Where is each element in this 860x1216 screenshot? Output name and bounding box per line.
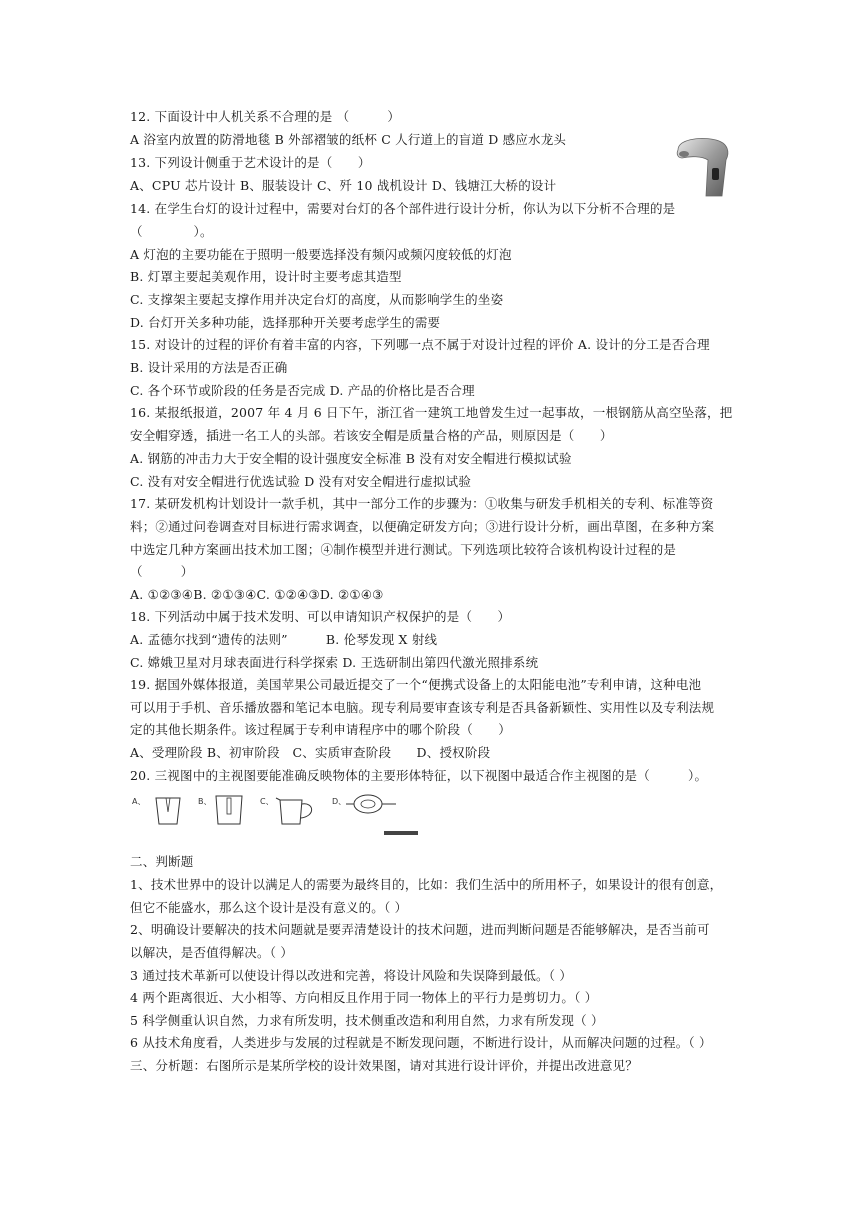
text-line: B. 设计采用的方法是否正确 — [130, 360, 288, 375]
text-line: A. 钢筋的冲击力大于安全帽的设计强度安全标准 B 没有对安全帽进行模拟试验 — [130, 451, 572, 466]
text-line: 以解决，是否值得解决。（ ） — [130, 945, 294, 960]
text-line: 17. 某研发机构计划设计一款手机，其中一部分工作的步骤为：①收集与研发手机相关的专利、标准等资 — [130, 496, 714, 511]
text-line: C. 没有对安全帽进行优选试验 D 没有对安全帽进行虚拟试验 — [130, 474, 472, 489]
text-line: C. 支撑架主要起支撑作用并决定台灯的高度，从而影响学生的坐姿 — [130, 292, 504, 307]
text-line: 15. 对设计的过程的评价有着丰富的内容，下列哪一点不属于对设计过程的评价 A. 设计的分工是否合理 — [130, 337, 710, 352]
text-line: 料；②通过问卷调查对目标进行需求调查，以便确定研发方向；③进行设计分析，画出草图，在多种方案 — [130, 519, 715, 534]
option-b-label: B、 — [198, 797, 212, 806]
option-c-label: C、 — [260, 797, 274, 806]
text-line: 三、分析题：右图所示是某所学校的设计效果图，请对其进行设计评价，并提出改进意见？ — [130, 1058, 639, 1073]
text-line: 4 两个距离很近、大小相等、方向相反且作用于同一物体上的平行力是剪切力。（ ） — [130, 990, 598, 1005]
three-view-options-image — [130, 790, 430, 836]
text-line: 中选定几种方案画出技术加工图；④制作模型并进行测试。下列选项比较符合该机构设计过程的是 — [130, 542, 677, 557]
text-line: 6 从技术角度看，人类进步与发展的过程就是不断发现问题，不断进行设计，从而解决问题的过程。（ ） — [130, 1035, 712, 1050]
option-d-label: D、 — [332, 797, 347, 806]
faucet-image — [672, 134, 734, 198]
text-line: D. 台灯开关多种功能，选择那种开关要考虑学生的需要 — [130, 315, 441, 330]
text-line: 5 科学侧重认识自然，力求有所发明，技术侧重改造和利用自然，力求有所发现（ ） — [130, 1013, 604, 1028]
text-line: 20. 三视图中的主视图要能准确反映物体的主要形体特征，以下视图中最适合作主视图的是（ ）。 — [130, 768, 708, 783]
text-line: C. 各个环节或阶段的任务是否完成 D. 产品的价格比是否合理 — [130, 383, 475, 398]
text-line: A 浴室内放置的防滑地毯 B 外部褶皱的纸杯 C 人行道上的盲道 D 感应水龙头 — [130, 132, 567, 147]
text-line: （ ） — [130, 564, 194, 579]
text-line: 可以用于手机、音乐播放器和笔记本电脑。现专利局要审查该专利是否具备新颖性、实用性以及专利法规 — [130, 700, 715, 715]
text-line: 14. 在学生台灯的设计过程中，需要对台灯的各个部件进行设计分析，你认为以下分析不合理的是 — [130, 201, 676, 216]
text-line: A 灯泡的主要功能在于照明一般要选择没有频闪或频闪度较低的灯泡 — [130, 247, 512, 262]
small-caption-mark — [384, 831, 418, 835]
text-line: 12. 下面设计中人机关系不合理的是 （ ） — [130, 109, 401, 124]
text-line: 3 通过技术革新可以使设计得以改进和完善，将设计风险和失误降到最低。（ ） — [130, 968, 573, 983]
text-line: （ ）。 — [130, 224, 213, 239]
text-line: 19. 据国外媒体报道，美国苹果公司最近提交了一个“便携式设备上的太阳能电池”专利申请，这种电池 — [130, 677, 702, 692]
text-line: B. 灯罩主要起美观作用，设计时主要考虑其造型 — [130, 269, 402, 284]
text-line: A、CPU 芯片设计 B、服装设计 C、歼 10 战机设计 D、钱塘江大桥的设计 — [130, 178, 557, 193]
text-line: 但它不能盛水，那么这个设计是没有意义的。（ ） — [130, 900, 408, 915]
text-line: 16. 某报纸报道，2007 年 4 月 6 日下午，浙江省一建筑工地曾发生过一起事故，一根钢筋从高空坠落，把 — [130, 405, 733, 420]
text-line: 13. 下列设计侧重于艺术设计的是（ ） — [130, 155, 371, 170]
text-line: 1、技术世界中的设计以满足人的需要为最终目的，比如：我们生活中的所用杯子，如果设计的很有创意， — [130, 877, 723, 892]
text-line: 安全帽穿透，插进一名工人的头部。若该安全帽是质量合格的产品，则原因是（ ） — [130, 428, 613, 443]
text-line: C. 嫦娥卫星对月球表面进行科学探索 D. 王选研制出第四代激光照排系统 — [130, 655, 539, 670]
text-line: A. ①②③④B. ②①③④C. ①②④③D. ②①④③ — [130, 587, 384, 602]
text-line: 18. 下列活动中属于技术发明、可以申请知识产权保护的是（ ） — [130, 609, 511, 624]
text-line: A. 孟德尔找到“遗传的法则” B. 伦琴发现 X 射线 — [130, 632, 438, 647]
text-line: 2、明确设计要解决的技术问题就是要弄清楚设计的技术问题，进而判断问题是否能够解决，是否当前可 — [130, 922, 710, 937]
text-line: 二、判断题 — [130, 854, 194, 869]
text-line: 定的其他长期条件。该过程属于专利申请程序中的哪个阶段（ ） — [130, 722, 512, 737]
option-a-label: A、 — [132, 797, 146, 806]
text-line: A、受理阶段 B、初审阶段 C、实质审查阶段 D、授权阶段 — [130, 745, 491, 760]
